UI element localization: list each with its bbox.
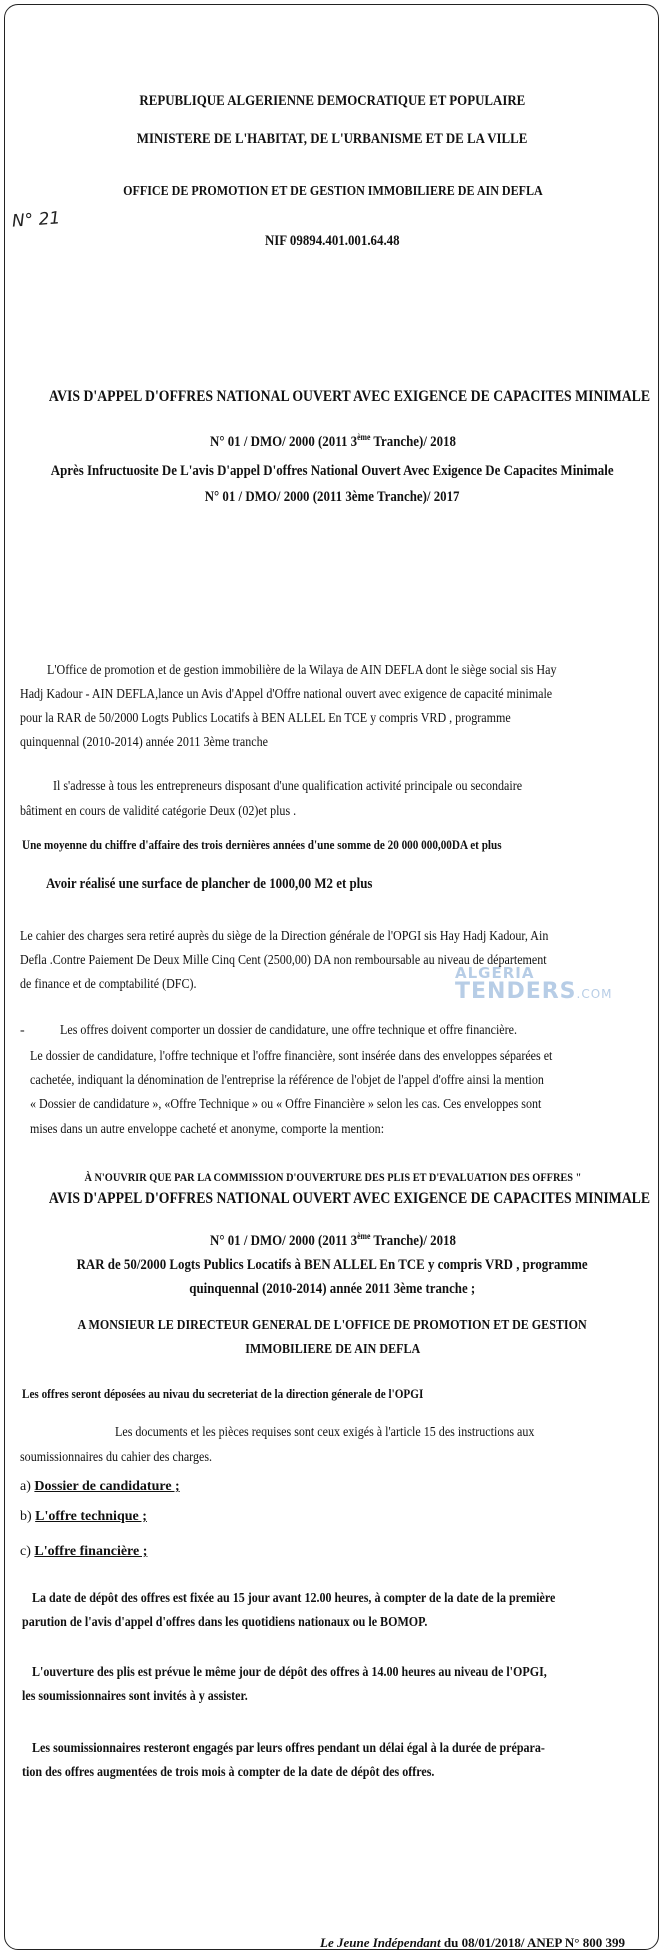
p5-line1: Le cahier des charges sera retiré auprès du siège de la Direction générale de l'OPGI sis Hay Hadj Kadour, Ain <box>20 929 549 944</box>
envelope-rar-line1: RAR de 50/2000 Logts Publics Locatifs à BEN ALLEL En TCE y compris VRD , programme <box>76 1257 589 1273</box>
p7-line3: « Dossier de candidature », «Offre Technique » ou « Offre Financière » selon les cas. Ces enveloppes sont <box>30 1097 542 1112</box>
handwritten-note: N° 21 <box>11 208 61 232</box>
deposit-date-line2: parution de l'avis d'appel d'offres dans les quotidiens nationaux ou le BOMOP. <box>22 1615 428 1630</box>
watermark: ALGERIA TENDERS.COM <box>455 964 613 1004</box>
p2-line2: bâtiment en cours de validité catégorie Deux (02)et plus . <box>20 804 297 819</box>
item-a: a) Dossier de candidature ; <box>20 1479 180 1494</box>
deposit-date-line1: La date de dépôt des offres est fixée au 15 jour avant 12.00 heures, à compter de la date de la première <box>32 1591 556 1606</box>
deposit-location: Les offres seront déposées au nivau du secreteriat de la direction génerale de l'OPGI <box>22 1386 424 1401</box>
surface-requirement: Avoir réalisé une surface de plancher de 1000,00 M2 et plus <box>46 876 373 892</box>
p6-dash: - <box>20 1023 25 1038</box>
docs-line1: Les documents et les pièces requises sont ceux exigés à l'article 15 des instructions aux <box>115 1425 535 1440</box>
do-not-open-mention: À N'OUVRIR QUE PAR LA COMMISSION D'OUVERTURE DES PLIS ET D'EVALUATION DES OFFRES " <box>84 1170 581 1184</box>
p1-line2: Hadj Kadour - AIN DEFLA,lance un Avis d'Appel d'Offre national ouvert avec exigence de capacité minimale <box>20 687 553 702</box>
p6-line: Les offres doivent comporter un dossier de candidature, une offre technique et offre financière. <box>60 1023 518 1038</box>
header-nif: NIF 09894.401.001.64.48 <box>265 233 400 249</box>
previous-number: N° 01 / DMO/ 2000 (2011 3ème Tranche)/ 2017 <box>205 489 460 505</box>
p7-line4: mises dans un autre enveloppe cacheté et anonyme, comporte la mention: <box>30 1122 385 1137</box>
header-republic: REPUBLIQUE ALGERIENNE DEMOCRATIQUE ET POPULAIRE <box>139 93 526 109</box>
addressee-line2: IMMOBILIERE DE AIN DEFLA <box>245 1342 420 1357</box>
p1-line1: L'Office de promotion et de gestion immobilière de la Wilaya de AIN DEFLA dont le siège social sis Hay <box>47 663 557 678</box>
turnover-requirement: Une moyenne du chiffre d'affaire des trois dernières années d'une somme de 20 000 000,00DA et plus <box>22 837 502 852</box>
p5-line2: Defla .Contre Paiement De Deux Mille Cinq Cent (2500,00) DA non remboursable au niveau de département <box>20 953 547 968</box>
p5-line3: de finance et de comptabilité (DFC). <box>20 977 197 992</box>
envelope-title: AVIS D'APPEL D'OFFRES NATIONAL OUVERT AVEC EXIGENCE DE CAPACITES MINIMALE <box>48 1190 651 1207</box>
p1-line3: pour la RAR de 50/2000 Logts Publics Locatifs à BEN ALLEL En TCE y compris VRD , programme <box>20 711 511 726</box>
envelope-rar-line2: quinquennal (2010-2014) année 2011 3ème tranche ; <box>189 1281 476 1297</box>
addressee-line1: A MONSIEUR LE DIRECTEUR GENERAL DE L'OFFICE DE PROMOTION ET DE GESTION <box>77 1318 588 1333</box>
p2-line1: Il s'adresse à tous les entrepreneurs disposant d'une qualification activité principale ou secondaire <box>53 779 523 794</box>
notice-number: N° 01 / DMO/ 2000 (2011 3ème Tranche)/ 2018 <box>209 432 456 450</box>
infructuosite-line: Après Infructuosite De L'avis D'appel D'offres National Ouvert Avec Exigence De Capacites Minimale <box>51 463 614 479</box>
validity-line1: Les soumissionnaires resteront engagés par leurs offres pendant un délai égal à la durée de prépara- <box>32 1741 545 1756</box>
p7-line2: cachetée, indiquant la dénomination de l'entreprise la référence de l'objet de l'appel d'offre ainsi la mention <box>30 1073 544 1088</box>
notice-title: AVIS D'APPEL D'OFFRES NATIONAL OUVERT AVEC EXIGENCE DE CAPACITES MINIMALE <box>48 388 651 405</box>
docs-line2: soumissionnaires du cahier des charges. <box>20 1450 213 1465</box>
opening-line1: L'ouverture des plis est prévue le même jour de dépôt des offres à 14.00 heures au niveau de l'OPGI, <box>32 1665 547 1680</box>
p7-line1: Le dossier de candidature, l'offre technique et l'offre financière, sont insérée dans des enveloppes séparées et <box>30 1049 553 1064</box>
header-ministry: MINISTERE DE L'HABITAT, DE L'URBANISME ET DE LA VILLE <box>137 131 528 147</box>
p1-line4: quinquennal (2010-2014) année 2011 3ème tranche <box>20 735 268 750</box>
item-b: b) L'offre technique ; <box>20 1509 147 1524</box>
envelope-number: N° 01 / DMO/ 2000 (2011 3ème Tranche)/ 2018 <box>209 1231 456 1249</box>
header-office: OFFICE DE PROMOTION ET DE GESTION IMMOBILIERE DE AIN DEFLA <box>122 184 543 199</box>
publication-footer: Le Jeune Indépendant du 08/01/2018/ ANEP N° 800 399 <box>320 1935 625 1950</box>
opening-line2: les soumissionnaires sont invités à y assister. <box>22 1689 248 1704</box>
item-c: c) L'offre financière ; <box>20 1544 148 1559</box>
validity-line2: tion des offres augmentées de trois mois à compter de la date de dépôt des offres. <box>22 1765 435 1780</box>
